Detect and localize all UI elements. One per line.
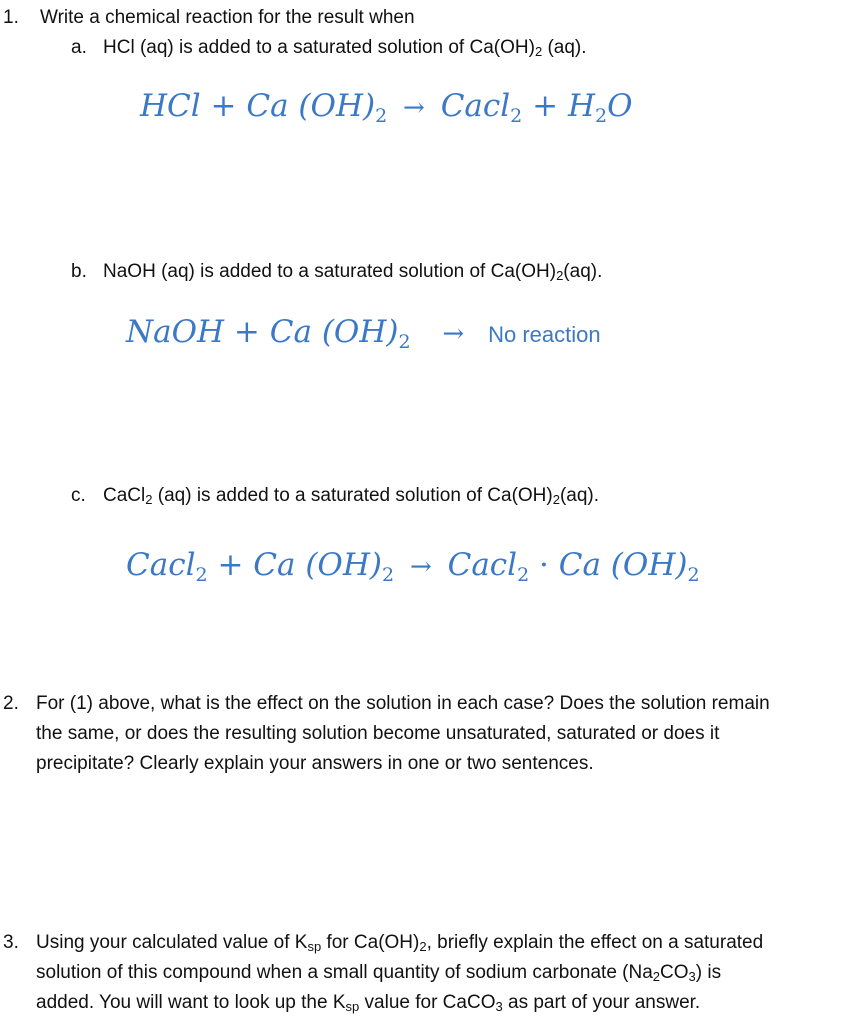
part-b-label: b. (71, 261, 87, 282)
question-3-prompt: Using your calculated value of $K_{sp}$ for $Ca(OH)_2$, briefly explain the effect on a saturated solution of this compound when a small quantity of sodium carbonate $(Na_2CO_3)$ is added. You will want to look up the $K_{sp}$ value for CaCO$_3$ as part of your answer. (36, 932, 764, 1014)
question-3-number: 3. (3, 932, 19, 953)
question-2-prompt: For (1) above, what is the effect on the solution in each case? Does the solution remain the same, or does the resulting solution become unsaturated, saturated or does it precipitate? Clearly explain your answers in one or two sentences. (36, 693, 770, 774)
reaction-arrow-icon: → (409, 552, 432, 582)
question-1-prompt: Write a chemical reaction for the result when (40, 7, 415, 28)
part-a-label: a. (71, 37, 87, 58)
no-reaction-text: No reaction (488, 322, 601, 347)
part-b-equation: NaOH + Ca $(OH)_2 \to No$ reaction (126, 314, 601, 353)
part-c-prompt: CaCl$_2$ (aq) is added to a saturated solution of $Ca(OH)_2(aq)$. (103, 485, 600, 507)
part-b-prompt: NaOH (aq) is added to a saturated solution of $Ca(OH)_2(aq)$. (103, 261, 603, 283)
question-2-number: 2. (3, 693, 19, 714)
part-c-label: c. (71, 485, 86, 506)
part-a-prompt: HCl (aq) is added to a saturated solution of $Ca(OH)_2$ (aq). (103, 37, 587, 59)
part-a-equation: HCl + Ca $(OH)_2$ → Cacl$_2$ + $H_2O$ (140, 88, 633, 127)
part-c-equation: Cacl$_2$ + Ca $(OH)_2$ → Cacl$_2$ · Ca $(OH)_2$ (126, 547, 700, 586)
reaction-arrow-icon: → (403, 93, 425, 123)
question-1-number: 1. (3, 7, 19, 28)
reaction-arrow-icon: → (442, 319, 465, 349)
